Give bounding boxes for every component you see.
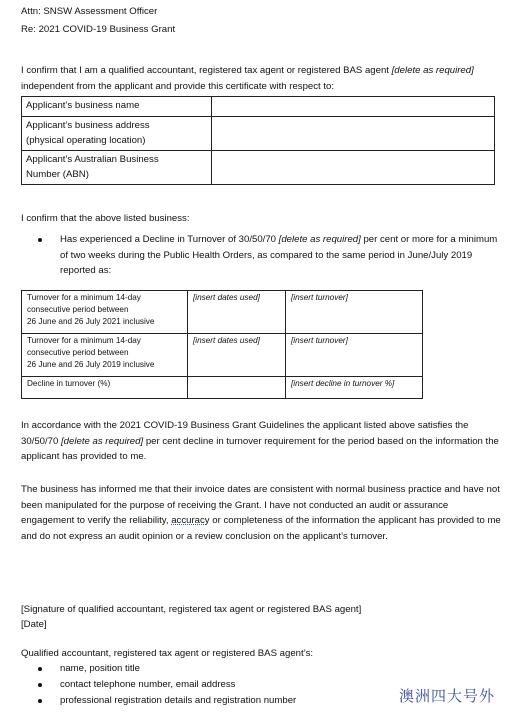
- signature-line: [Signature of qualified accountant, registered tax agent or registered BAS agent]: [21, 604, 362, 615]
- turnover-2021-value[interactable]: [insert turnover]: [286, 291, 423, 334]
- informed-paragraph: The business has informed me that their invoice dates are consistent with normal business practice and have not been manipulated for the purpose of receiving the Grant. I have not conducted an audit or assurance engagement to verify the reliability, accuracy or completeness of the information the applicant has provided to me and do not express an audit opinion or a review conclusion on the applicant’s turnover.: [21, 484, 501, 542]
- turnover-table: [21, 290, 423, 399]
- turnover-2021-dates[interactable]: [insert dates used]: [188, 291, 286, 334]
- decline-bullet-text: Has experienced a Decline in Turnover of 30/50/70 [delete as required] per cent or more for a minimum of two weeks during the Public Health Orders, as compared to the same period in June/July 2019 reported as:: [60, 234, 498, 276]
- turnover-2019-dates[interactable]: [insert dates used]: [188, 334, 286, 377]
- intro-paragraph: I confirm that I am a qualified accountant, registered tax agent or registered BAS agent [delete as required] independent from the applicant and provide this certificate with respect to:: [21, 65, 474, 92]
- business-address-label: Applicant’s business address (physical operating location): [22, 117, 212, 151]
- watermark-text: 澳洲四大号外: [398, 687, 495, 705]
- decline-value[interactable]: [insert decline in turnover %]: [286, 377, 423, 399]
- accordance-paragraph: In accordance with the 2021 COVID-19 Business Grant Guidelines the applicant listed above satisfies the 30/50/70 [delete as required] per cent decline in turnover requirement for the period based on the information the applicant has provided to me.: [21, 420, 499, 462]
- bullet-icon: [38, 699, 42, 703]
- re-line: Re: 2021 COVID-19 Business Grant: [21, 24, 176, 35]
- business-address-value[interactable]: [212, 117, 495, 151]
- turnover-2019-value[interactable]: [insert turnover]: [286, 334, 423, 377]
- turnover-2021-label: Turnover for a minimum 14-day consecutive period between 26 June and 26 July 2021 inclusive: [22, 291, 188, 334]
- agent-details-heading: Qualified accountant, registered tax agent or registered BAS agent’s:: [21, 648, 314, 659]
- confirm-text: I confirm that the above listed business:: [21, 213, 190, 224]
- attn-line: Attn: SNSW Assessment Officer: [21, 6, 158, 17]
- decline-bullet: [38, 232, 508, 280]
- table-row: [22, 151, 495, 185]
- turnover-2019-label: Turnover for a minimum 14-day consecutive period between 26 June and 26 July 2019 inclusive: [22, 334, 188, 377]
- list-item: professional registration details and registration number: [38, 693, 378, 709]
- abn-value[interactable]: [212, 151, 495, 185]
- bullet-icon: [38, 683, 42, 687]
- spellcheck-word: accuracy: [171, 515, 210, 526]
- business-name-label: Applicant’s business name: [22, 97, 212, 117]
- bullet-icon: [38, 667, 42, 671]
- table-row: [22, 97, 495, 117]
- table-row: [22, 117, 495, 151]
- table-row: [22, 377, 423, 399]
- list-item: name, position title: [38, 661, 378, 677]
- list-item: contact telephone number, email address: [38, 677, 378, 693]
- decline-dates[interactable]: [188, 377, 286, 399]
- table-row: [22, 334, 423, 377]
- decline-label: Decline in turnover (%): [22, 377, 188, 399]
- business-name-value[interactable]: [212, 97, 495, 117]
- business-details-table: [21, 96, 495, 185]
- table-row: [22, 291, 423, 334]
- date-line: [Date]: [21, 619, 47, 630]
- bullet-icon: [38, 238, 42, 242]
- abn-label: Applicant’s Australian Business Number (ABN): [22, 151, 212, 185]
